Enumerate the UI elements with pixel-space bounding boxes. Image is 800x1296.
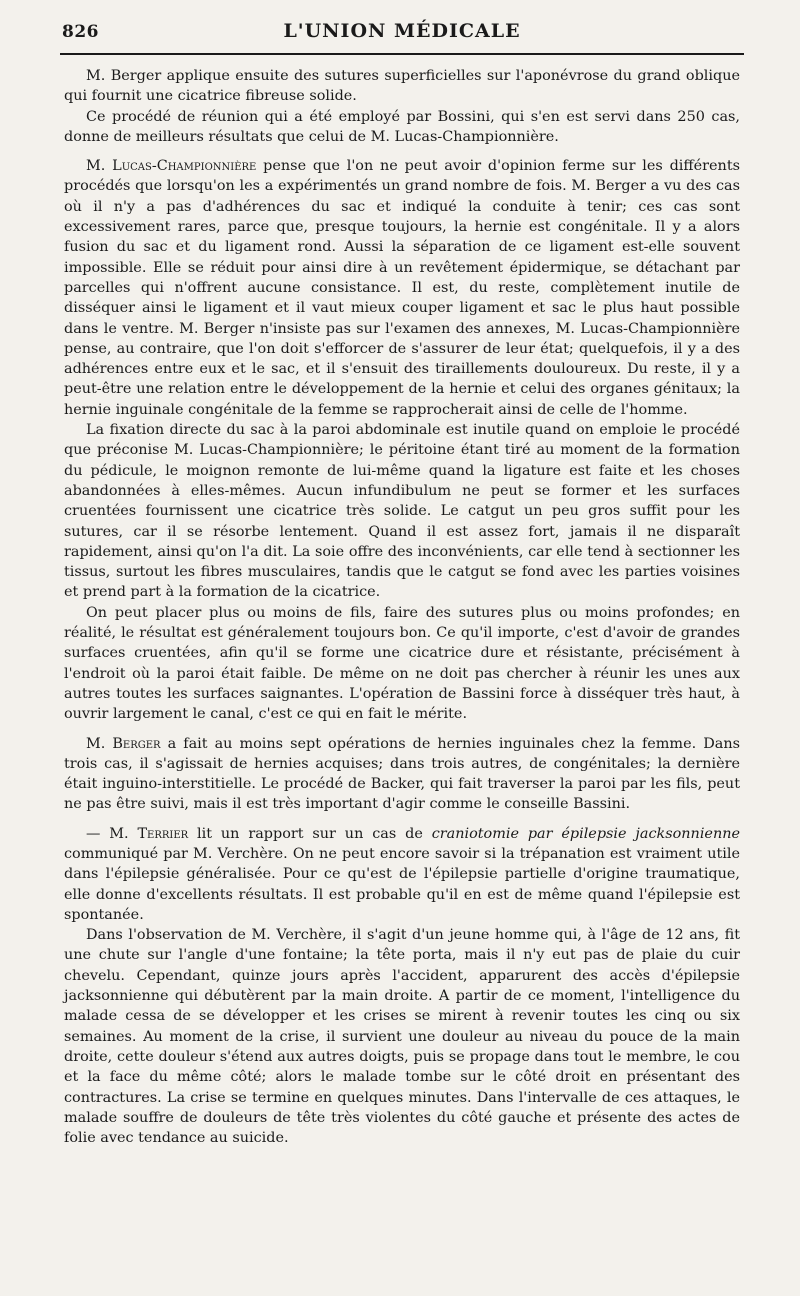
page-header — [64, 0, 740, 50]
speaker-name: M. Lucas-Championnière — [86, 158, 257, 175]
paragraph — [64, 420, 740, 603]
italic-title: craniotomie par épilepsie jacksonnienne — [431, 825, 740, 842]
paragraph-text: pense que l'on ne peut avoir d'opinion ferme sur les différents procédés que lorsqu'on les a expérimentés un grand nombre de fois. M. Berger a vu des cas où il n'y a pas d'adhérences du sac et indiqué la conduite à tenir; ces cas sont excessivement rares, parce que, presque toujours, la hernie est congénitale. Il y a alors fusion du sac et du ligament rond. Aussi la séparation de ce ligament est-elle souvent impossible. Elle se réduit pour ainsi dire à un revêtement épidermique, se détachant par parcelles qui n'offrent aucune consistance. Il est, du reste, complètement inutile de disséquer ainsi le ligament et il vaut mieux couper ligament et sac le plus haut possible dans le ventre. M. Berger n'insiste pas sur l'examen des annexes, M. Lucas-Championnière pense, au contraire, que l'on doit s'efforcer de s'assurer de leur état; quelquefois, il y a des adhérences entre eux et le sac, et il s'ensuit des tiraillements douloureux. Du reste, il y a peut-être une relation entre le développement de la hernie et celui des organes génitaux; la hernie inguinale congénitale de la femme se rapprocherait ainsi de celle de l'homme. — [64, 158, 740, 418]
paragraph-text: lit un rapport sur un cas de — [188, 825, 432, 842]
header-rule — [60, 53, 744, 55]
article-body — [64, 66, 740, 1148]
page-number: 826 — [62, 22, 99, 42]
paragraph-text: Ce procédé de réunion qui a été employé par Bossini, qui s'en est servi dans 250 cas, donne de meilleurs résultats que celui de M. Lucas-Championnière. — [64, 108, 740, 145]
paragraph — [64, 156, 740, 420]
paragraph-text: a fait au moins sept opérations de hernies inguinales chez la femme. Dans trois cas, il s'agissait de hernies acquises; dans trois autres, de congénitales; la dernière était inguino-interstitielle. Le procédé de Backer, qui fait traverser la paroi par les fils, peut ne pas être suivi, mais il est très important d'agir comme le conseille Bassini. — [64, 735, 740, 813]
paragraph-text: Dans l'observation de M. Verchère, il s'agit d'un jeune homme qui, à l'âge de 12 ans, fit une chute sur l'angle d'une fontaine; la tête porta, mais il n'y eut pas de plaie du cuir chevelu. Cependant, quinze jours après l'accident, apparurent des accès d'épilepsie jacksonnienne qui débutèrent par la main droite. A partir de ce moment, l'intelligence du malade cessa de se développer et les crises se mirent à revenir toutes les cinq ou six semaines. Au moment de la crise, il survient une douleur au niveau du pouce de la main droite, cette douleur s'étend aux autres doigts, puis se propage dans tout le membre, le cou et la face du même côté; alors le malade tombe sur le côté droit en présentant des contractures. La crise se termine en quelques minutes. Dans l'intervalle de ces attaques, le malade souffre de douleurs de tête très violentes du côté gauche et présente des actes de folie avec tendance au suicide. — [64, 927, 740, 1147]
paragraph — [64, 107, 740, 148]
paragraph — [64, 824, 740, 925]
speaker-name: M. Terrier — [109, 825, 189, 842]
paragraph-text: On peut placer plus ou moins de fils, faire des sutures plus ou moins profondes; en réalité, le résultat est généralement toujours bon. Ce qu'il importe, c'est d'avoir de grandes surfaces cruentées, afin qu'il se forme une cicatrice dure et résistante, précisément à l'endroit où la paroi était faible. De même on ne doit pas chercher à réunir les unes aux autres toutes les surfaces saignantes. L'opération de Bassini force à disséquer très haut, à ouvrir largement le canal, c'est ce qui en fait le mérite. — [64, 604, 740, 723]
paragraph-text: M. Berger applique ensuite des sutures superficielles sur l'aponévrose du grand oblique qui fournit une cicatrice fibreuse solide. — [64, 68, 740, 105]
paragraph-text: communiqué par M. Verchère. On ne peut encore savoir si la trépanation est vraiment utile dans l'épilepsie généralisée. Pour ce qu'est de l'épilepsie partielle d'origine traumatique, elle donne d'excellents résultats. Il est probable qu'il en est de même quand l'épilepsie est spontanée. — [64, 845, 740, 923]
journal-title: L'UNION MÉDICALE — [283, 20, 521, 42]
paragraph — [64, 925, 740, 1148]
em-dash: — — [86, 825, 110, 842]
speaker-name: M. Berger — [86, 735, 161, 752]
paragraph — [64, 734, 740, 815]
paragraph — [64, 603, 740, 725]
paragraph — [64, 66, 740, 107]
paragraph-text: La fixation directe du sac à la paroi abdominale est inutile quand on emploie le procédé que préconise M. Lucas-Championnière; le péritoine étant tiré au moment de la formation du pédicule, le moignon remonte de lui-même quand la ligature est faite et les choses abandonnées à elles-mêmes. Aucun infundibulum ne peut se former et les surfaces cruentées fournissent une cicatrice très solide. Le catgut un peu gros suffit pour les sutures, car il se résorbe lentement. Quand il est assez fort, jamais il ne disparaît rapidement, ainsi qu'on l'a dit. La soie offre des inconvénients, car elle tend à sectionner les tissus, surtout les fibres musculaires, tandis que le catgut se fond avec les parties voisines et prend part à la formation de la cicatrice. — [64, 422, 740, 601]
